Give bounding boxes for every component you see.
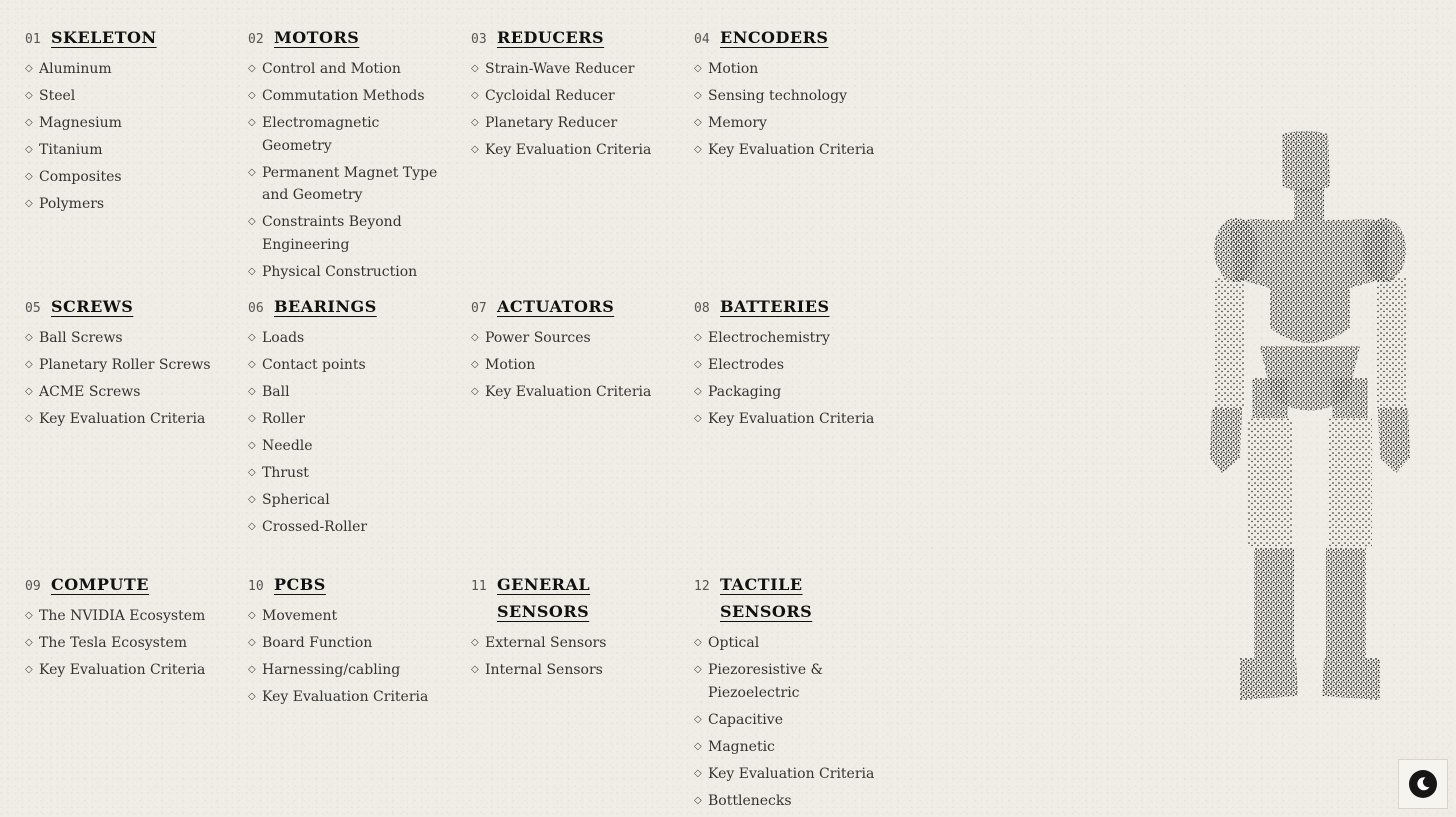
diamond-bullet-icon: ◇ [25,386,33,397]
section-title-link[interactable]: MOTORS [274,28,360,47]
section-item-label: External Sensors [485,635,607,651]
section-item-list [471,327,671,404]
section-item-link[interactable] [694,790,894,813]
section-item-label: Piezoresistive & Piezoelectric [708,662,824,701]
section-header [25,293,225,320]
section-item-label: Roller [262,411,305,427]
section-skeleton [25,24,225,220]
section-number: 08 [694,301,710,316]
section-title-link[interactable]: REDUCERS [497,28,605,47]
section-header [25,571,225,598]
diamond-bullet-icon: ◇ [471,637,479,648]
section-header [471,571,621,625]
section-item-label: Internal Sensors [485,662,603,678]
section-item-label: Permanent Magnet Type and Geometry [262,164,438,203]
section-item-link[interactable] [694,736,894,759]
moon-icon [1415,776,1431,792]
section-item-link[interactable] [25,381,225,404]
diamond-bullet-icon: ◇ [248,494,256,505]
section-item-list [248,605,448,709]
section-item-link[interactable] [694,763,894,786]
section-item-link[interactable] [471,354,671,377]
diamond-bullet-icon: ◇ [694,713,702,725]
diamond-bullet-icon: ◇ [248,332,256,343]
diamond-bullet-icon: ◇ [694,63,702,74]
section-item-link[interactable] [471,58,671,81]
diamond-bullet-icon: ◇ [694,413,702,424]
section-tactile-sensors [694,571,894,817]
section-item-link[interactable] [471,139,671,162]
section-item-label: Planetary Reducer [485,115,618,131]
section-item-label: Sensing technology [708,88,847,104]
section-title-link[interactable]: TACTILE SENSORS [720,575,813,621]
section-item-label: Spherical [262,492,330,508]
toggle-button[interactable] [1409,770,1437,798]
section-item-label: Cycloidal Reducer [485,88,615,104]
section-item-label: The Tesla Ecosystem [39,635,188,651]
section-item-link[interactable] [248,408,448,431]
section-item-link[interactable] [25,408,225,431]
diamond-bullet-icon: ◇ [248,166,256,178]
section-general-sensors [471,571,621,686]
diamond-bullet-icon: ◇ [694,359,702,370]
section-number: 05 [25,301,41,316]
section-item-link[interactable] [248,261,448,284]
diamond-bullet-icon: ◇ [471,332,479,343]
section-item-label: Magnesium [39,115,122,131]
section-item-label: Composites [39,169,122,185]
section-item-link[interactable] [248,659,448,682]
section-item-list [25,58,225,216]
section-item-link[interactable] [694,381,894,404]
section-title-link[interactable]: COMPUTE [51,575,149,594]
section-item-label: Key Evaluation Criteria [39,662,206,678]
diamond-bullet-icon: ◇ [248,664,256,675]
section-motors [248,24,448,288]
section-item-label: Key Evaluation Criteria [708,142,875,158]
section-item-link[interactable] [471,632,621,655]
section-item-link[interactable] [248,516,448,539]
diamond-bullet-icon: ◇ [25,637,33,648]
section-reducers [471,24,671,166]
section-item-link[interactable] [471,381,671,404]
diamond-bullet-icon: ◇ [694,664,702,675]
section-item-label: Movement [262,608,338,624]
diamond-bullet-icon: ◇ [25,171,33,182]
section-item-link[interactable] [25,85,225,108]
section-item-link[interactable] [694,709,894,732]
section-header [248,24,448,51]
section-title-link[interactable]: SKELETON [51,28,157,47]
section-item-link[interactable] [248,211,448,256]
section-item-label: Polymers [39,196,105,212]
humanoid-robot-figure [1200,128,1420,703]
section-item-label: Key Evaluation Criteria [39,411,206,427]
section-item-label: Electrodes [708,357,785,373]
section-item-link[interactable] [248,686,448,709]
section-item-link[interactable] [694,58,894,81]
diamond-bullet-icon: ◇ [694,386,702,397]
section-item-label: Ball [262,384,290,400]
section-header [471,293,671,320]
section-number: 01 [25,32,41,47]
section-item-label: Steel [39,88,76,104]
section-item-link[interactable] [471,659,621,682]
section-pcbs [248,571,448,713]
section-item-link[interactable] [25,632,225,655]
section-title-link[interactable]: BEARINGS [274,297,377,316]
section-item-label: Planetary Roller Screws [39,357,211,373]
section-item-link[interactable] [25,327,225,350]
section-item-link[interactable] [248,354,448,377]
section-number: 12 [694,579,710,594]
section-number: 04 [694,32,710,47]
section-number: 06 [248,301,264,316]
section-item-link[interactable] [694,139,894,162]
diamond-bullet-icon: ◇ [471,90,479,101]
section-number: 07 [471,301,487,316]
diamond-bullet-icon: ◇ [248,637,256,648]
section-item-label: Memory [708,115,767,131]
section-screws [25,293,225,435]
section-number: 11 [471,579,487,594]
section-item-label: Bottlenecks [708,792,792,809]
section-item-label: Motion [485,357,536,373]
section-item-link[interactable] [471,112,671,135]
section-item-label: Constraints Beyond Engineering [262,214,402,253]
diamond-bullet-icon: ◇ [25,413,33,424]
section-item-label: Physical Construction [262,263,418,280]
section-item-link[interactable] [25,605,225,628]
diamond-bullet-icon: ◇ [25,664,33,675]
section-item-link[interactable] [694,632,894,655]
diamond-bullet-icon: ◇ [248,610,256,621]
section-item-label: Capacitive [708,711,783,728]
section-header [694,24,894,51]
section-compute [25,571,225,686]
section-number: 09 [25,579,41,594]
section-item-list [25,605,225,682]
section-item-link[interactable] [25,193,225,216]
diamond-bullet-icon: ◇ [694,117,702,128]
section-item-label: Strain-Wave Reducer [485,61,635,77]
diamond-bullet-icon: ◇ [248,413,256,424]
section-header [694,571,894,625]
section-item-label: Motion [708,61,759,77]
diamond-bullet-icon: ◇ [471,117,479,128]
diamond-bullet-icon: ◇ [25,610,33,621]
diamond-bullet-icon: ◇ [694,90,702,101]
section-header [471,24,671,51]
section-item-label: Power Sources [485,330,591,346]
section-item-link[interactable] [248,112,448,157]
section-item-link[interactable] [471,85,671,108]
diamond-bullet-icon: ◇ [248,359,256,370]
section-header [248,571,448,598]
section-item-link[interactable] [248,605,448,628]
section-item-link[interactable] [694,327,894,350]
section-number: 02 [248,32,264,47]
section-item-list [694,632,894,812]
section-item-label: Contact points [262,357,366,373]
section-item-label: Loads [262,330,305,346]
section-title-link[interactable]: SCREWS [51,297,134,316]
section-title-link[interactable]: ENCODERS [720,28,829,47]
diamond-bullet-icon: ◇ [248,440,256,451]
diamond-bullet-icon: ◇ [248,117,256,128]
section-item-link[interactable] [248,327,448,350]
section-title-link[interactable]: ACTUATORS [497,297,615,316]
diamond-bullet-icon: ◇ [248,521,256,532]
section-item-label: Harnessing/cabling [262,662,401,678]
section-item-link[interactable] [25,139,225,162]
diamond-bullet-icon: ◇ [694,740,702,752]
section-item-link[interactable] [694,112,894,135]
section-item-link[interactable] [694,659,894,704]
section-item-label: ACME Screws [39,384,141,400]
section-item-label: Key Evaluation Criteria [708,411,875,427]
diamond-bullet-icon: ◇ [694,144,702,155]
section-item-link[interactable] [471,327,671,350]
section-item-label: Magnetic [708,738,775,755]
dark-mode-toggle[interactable] [1398,759,1448,809]
diamond-bullet-icon: ◇ [25,63,33,74]
section-header [248,293,448,320]
diamond-bullet-icon: ◇ [25,359,33,370]
diamond-bullet-icon: ◇ [471,664,479,675]
diamond-bullet-icon: ◇ [694,332,702,343]
diamond-bullet-icon: ◇ [471,359,479,370]
section-item-label: Thrust [262,465,309,481]
section-item-link[interactable] [25,166,225,189]
section-header [25,24,225,51]
section-item-label: Optical [708,635,760,651]
section-item-list [471,58,671,162]
section-item-label: Electrochemistry [708,330,830,346]
section-item-label: Ball Screws [39,330,123,346]
section-batteries [694,293,894,435]
section-item-label: Packaging [708,384,782,400]
section-item-link[interactable] [25,112,225,135]
section-item-link[interactable] [248,462,448,485]
section-item-link[interactable] [694,85,894,108]
diamond-bullet-icon: ◇ [25,144,33,155]
diamond-bullet-icon: ◇ [248,265,256,277]
diamond-bullet-icon: ◇ [471,386,479,397]
section-item-link[interactable] [25,659,225,682]
section-item-list [694,327,894,431]
diamond-bullet-icon: ◇ [25,90,33,101]
section-item-link[interactable] [248,58,448,81]
diamond-bullet-icon: ◇ [248,386,256,397]
diamond-bullet-icon: ◇ [694,794,702,806]
section-title-link[interactable]: GENERAL SENSORS [497,575,591,621]
diamond-bullet-icon: ◇ [248,90,256,101]
section-item-link[interactable] [248,162,448,207]
section-number: 03 [471,32,487,47]
section-item-list [248,58,448,283]
section-item-label: Commutation Methods [262,88,425,104]
section-item-label: Titanium [39,142,103,158]
section-item-link[interactable] [248,632,448,655]
diamond-bullet-icon: ◇ [694,637,702,648]
diamond-bullet-icon: ◇ [694,767,702,779]
section-item-label: Key Evaluation Criteria [485,142,652,158]
diamond-bullet-icon: ◇ [248,216,256,227]
section-header [694,293,894,320]
diamond-bullet-icon: ◇ [471,144,479,155]
diamond-bullet-icon: ◇ [248,691,256,702]
diamond-bullet-icon: ◇ [248,467,256,478]
section-item-link[interactable] [25,354,225,377]
section-item-list [694,58,894,162]
section-item-list [471,632,621,682]
section-item-label: The NVIDIA Ecosystem [39,608,206,624]
diamond-bullet-icon: ◇ [25,198,33,209]
section-item-label: Electromagnetic Geometry [262,115,380,154]
section-title-link[interactable]: PCBS [274,575,326,594]
section-item-label: Board Function [262,635,373,651]
diamond-bullet-icon: ◇ [248,63,256,74]
diamond-bullet-icon: ◇ [25,117,33,128]
section-item-link[interactable] [694,408,894,431]
section-item-link[interactable] [248,435,448,458]
section-item-label: Key Evaluation Criteria [708,765,875,782]
section-item-link[interactable] [694,354,894,377]
section-item-link[interactable] [248,381,448,404]
section-item-list [248,327,448,539]
section-bearings [248,293,448,543]
section-item-label: Aluminum [39,61,112,77]
section-item-label: Control and Motion [262,61,401,77]
section-item-label: Key Evaluation Criteria [262,689,429,705]
section-encoders [694,24,894,166]
section-item-link[interactable] [248,489,448,512]
section-item-label: Key Evaluation Criteria [485,384,652,400]
section-item-label: Crossed-Roller [262,519,368,535]
section-item-link[interactable] [248,85,448,108]
diamond-bullet-icon: ◇ [25,332,33,343]
section-number: 10 [248,579,264,594]
diamond-bullet-icon: ◇ [471,63,479,74]
section-item-list [25,327,225,431]
section-item-label: Needle [262,438,313,454]
section-title-link[interactable]: BATTERIES [720,297,830,316]
section-actuators [471,293,671,408]
section-item-link[interactable] [25,58,225,81]
